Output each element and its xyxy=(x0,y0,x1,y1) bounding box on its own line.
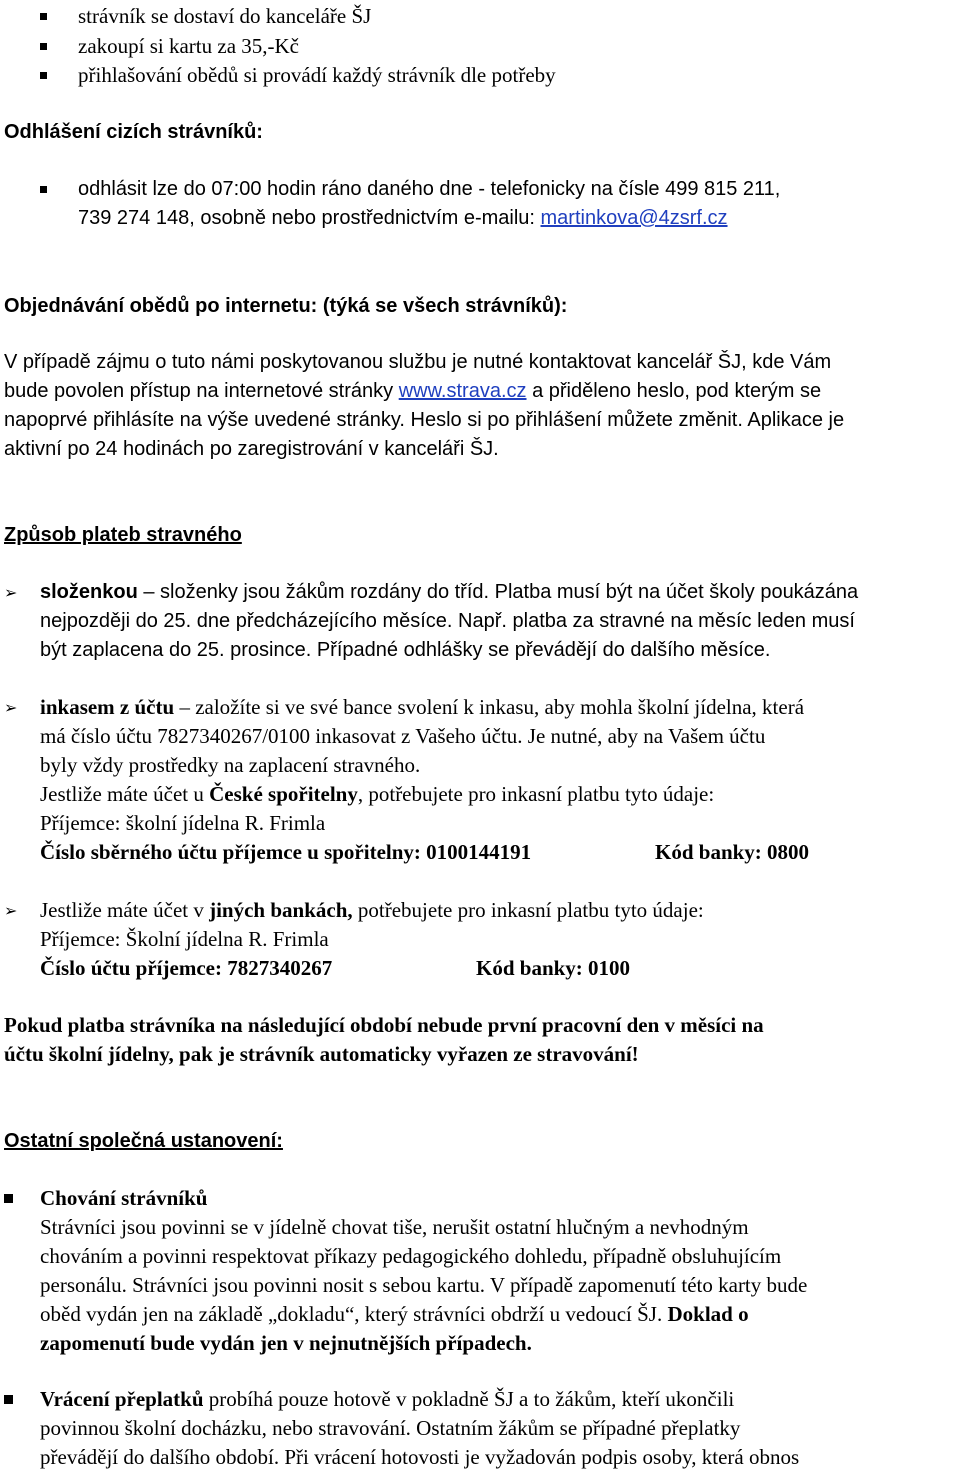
internet-text: a přiděleno heslo, pod kterým se xyxy=(526,380,822,402)
section-heading-platby: Způsob plateb stravného xyxy=(4,524,242,546)
internet-line xyxy=(4,377,821,406)
warning-line: Pokud platba strávníka na následující období nebude první pracovní den v měsíci na xyxy=(4,1013,764,1037)
other-bank-line xyxy=(40,896,704,925)
chovani-line xyxy=(40,1300,749,1329)
list-item: strávník se dostaví do kanceláře ŠJ xyxy=(78,4,372,28)
inkaso-text: – založíte si ve své bance svolení k inkasu, aby mohla školní jídelna, která xyxy=(174,695,805,719)
chovani-bold-text: Doklad o xyxy=(667,1302,749,1326)
internet-line: napoprvé přihlásíte na výše uvedené stránky. Heslo si po přihlášení můžete změnit. Aplikace je xyxy=(4,409,845,431)
inkaso-line: má číslo účtu 7827340267/0100 inkasovat z Vašeho účtu. Je nutné, aby na Vašem účtu xyxy=(40,724,766,748)
section-heading-internet: Objednávání obědů po internetu: (týká se všech strávníků): xyxy=(4,295,568,317)
odhlaseni-line xyxy=(78,204,728,233)
other-bank-code: Kód banky: 0100 xyxy=(476,956,631,980)
section-heading-ostatni: Ostatní společná ustanovení: xyxy=(4,1130,283,1152)
other-text: Jestliže máte účet v xyxy=(40,898,210,922)
internet-line: aktivní po 24 hodinách po zaregistrování v kanceláři ŠJ. xyxy=(4,438,499,460)
arrow-bullet-icon: ➢ xyxy=(4,901,18,920)
strava-link[interactable]: www.strava.cz xyxy=(398,380,527,402)
other-recipient: Příjemce: Školní jídelna R. Frimla xyxy=(40,927,329,951)
other-bank-name: jiných bankách, xyxy=(209,898,353,922)
vraceni-label: Vrácení přeplatků xyxy=(40,1387,204,1411)
chovani-line: chováním a povinni respektovat příkazy pedagogického dohledu, případně obsluhujícím xyxy=(40,1244,782,1268)
email-link[interactable]: martinkova@4zsrf.cz xyxy=(540,207,728,229)
cs-account: Číslo sběrného účtu příjemce u spořitelny: 0100144191 xyxy=(40,840,532,864)
inkaso-line xyxy=(40,780,714,809)
inkaso-label: inkasem z účtu xyxy=(40,695,175,719)
cs-bank-code: Kód banky: 0800 xyxy=(655,840,810,864)
odhlaseni-text: 739 274 148, osobně nebo prostřednictvím e-mailu: xyxy=(78,207,541,229)
list-item: přihlašování obědů si provádí každý strávník dle potřeby xyxy=(78,63,556,87)
bullet-square-icon xyxy=(40,13,47,20)
chovani-title: Chování strávníků xyxy=(40,1186,208,1210)
cs-text: Jestliže máte účet u xyxy=(40,782,210,806)
list-item: zakoupí si kartu za 35,-Kč xyxy=(78,34,300,58)
bullet-square-icon xyxy=(40,43,47,50)
bullet-square-icon xyxy=(4,1194,13,1203)
odhlaseni-line: odhlásit lze do 07:00 hodin ráno daného dne - telefonicky na čísle 499 815 211, xyxy=(78,178,781,200)
bullet-square-icon xyxy=(40,72,47,79)
section-heading-odhlaseni: Odhlášení cizích strávníků: xyxy=(4,121,263,143)
warning-line: účtu školní jídelny, pak je strávník automaticky vyřazen ze stravování! xyxy=(4,1042,639,1066)
bullet-square-icon xyxy=(4,1395,13,1404)
slozenkou-line: být zaplacena do 25. prosince. Případné odhlášky se převádějí do dalšího měsíce. xyxy=(40,639,771,661)
vraceni-line xyxy=(40,1385,734,1414)
other-text: potřebujete pro inkasní platbu tyto údaje: xyxy=(352,898,704,922)
inkaso-line: byly vždy prostředky na zaplacení stravného. xyxy=(40,753,421,777)
slozenkou-line: nejpozději do 25. dne předcházejícího měsíce. Např. platba za stravné na měsíc leden musí xyxy=(40,610,855,632)
cs-recipient: Příjemce: školní jídelna R. Frimla xyxy=(40,811,326,835)
internet-text: bude povolen přístup na internetové stránky xyxy=(4,380,399,402)
cs-text: , potřebujete pro inkasní platbu tyto údaje: xyxy=(357,782,715,806)
vraceni-text: probíhá pouze hotově v pokladně ŠJ a to žákům, kteří ukončili xyxy=(203,1387,735,1411)
bullet-square-icon xyxy=(40,186,47,193)
chovani-line: Strávníci jsou povinni se v jídelně chovat tiše, nerušit ostatní hlučným a nevhodným xyxy=(40,1215,749,1239)
chovani-line: personálu. Strávníci jsou povinni nosit s sebou kartu. V případě zapomenutí této karty bude xyxy=(40,1273,808,1297)
slozenkou-line xyxy=(40,578,858,607)
slozenkou-text: – složenky jsou žákům rozdány do tříd. Platba musí být na účet školy poukázána xyxy=(137,581,859,603)
cs-bank-name: České spořitelny xyxy=(209,782,358,806)
vraceni-line: převádějí do dalšího období. Při vrácení hotovosti je vyžadován podpis osoby, která obnos xyxy=(40,1445,800,1469)
chovani-line: zapomenutí bude vydán jen v nejnutnějších případech. xyxy=(40,1331,532,1355)
inkaso-line xyxy=(40,693,804,722)
other-account: Číslo účtu příjemce: 7827340267 xyxy=(40,956,333,980)
vraceni-line: povinnou školní docházku, nebo stravování. Ostatním žákům se případné přeplatky xyxy=(40,1416,741,1440)
internet-line: V případě zájmu o tuto námi poskytovanou službu je nutné kontaktovat kancelář ŠJ, kde Vám xyxy=(4,351,832,373)
arrow-bullet-icon: ➢ xyxy=(4,583,18,602)
slozenkou-label: složenkou xyxy=(40,581,138,603)
chovani-text: oběd vydán jen na základě „dokladu“, který strávníci obdrží u vedoucí ŠJ. xyxy=(40,1302,668,1326)
arrow-bullet-icon: ➢ xyxy=(4,698,18,717)
